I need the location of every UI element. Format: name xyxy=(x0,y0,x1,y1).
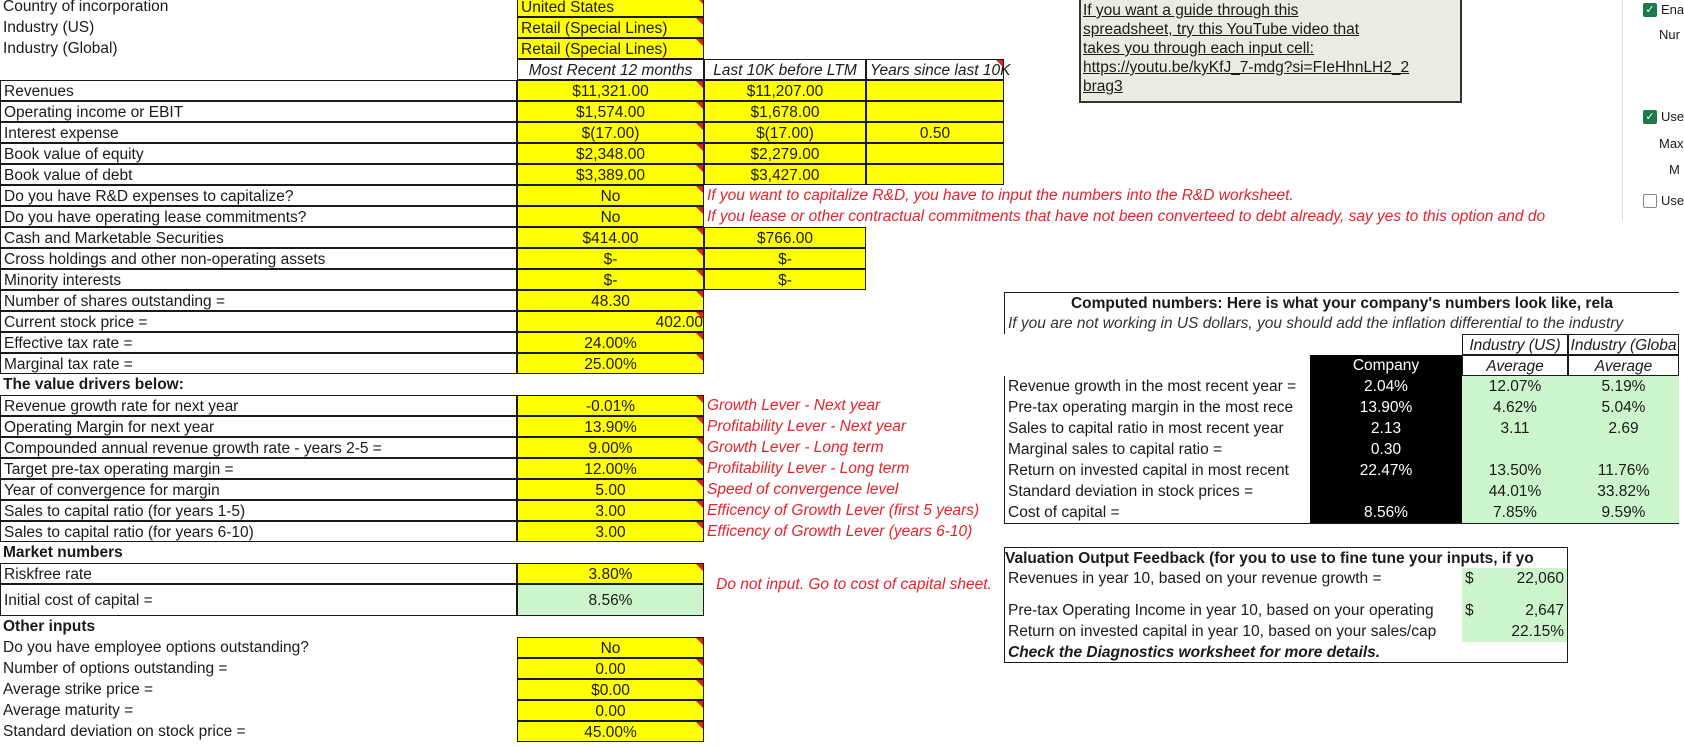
driver-label: Compounded annual revenue growth rate - years 2-5 = xyxy=(0,437,517,458)
side-label-5: M xyxy=(1669,162,1680,177)
industry-us-label: Industry (US) xyxy=(3,19,95,36)
header-last-10k: Last 10K before LTM xyxy=(704,59,866,80)
driver-label: Sales to capital ratio (for years 6-10) xyxy=(0,521,517,542)
computed-row-label: Pre-tax operating margin in the most rece xyxy=(1004,397,1310,418)
guide-link-cont[interactable]: brag3 xyxy=(1083,78,1123,95)
computed-global-avg: 33.82% xyxy=(1568,481,1679,502)
fin-row-years[interactable]: 0.50 xyxy=(866,122,1004,143)
riskfree-label: Riskfree rate xyxy=(0,563,517,584)
effective-tax-label: Effective tax rate = xyxy=(0,332,517,353)
fin-row-label: Revenues xyxy=(0,80,517,101)
feedback-opinc-value: 2,647 xyxy=(1525,602,1564,619)
driver-label: Sales to capital ratio (for years 1-5) xyxy=(0,500,517,521)
computed-company-value: 0.30 xyxy=(1310,439,1462,460)
shares-input[interactable]: 48.30 xyxy=(517,290,704,311)
option-input[interactable]: No xyxy=(517,637,704,658)
computed-row-label: Standard deviation in stock prices = xyxy=(1004,481,1310,502)
feedback-revenue-cell xyxy=(1462,568,1568,589)
driver-note: Profitability Lever - Next year xyxy=(707,418,906,435)
computed-us-avg: 13.50% xyxy=(1462,460,1568,481)
fin-row-years[interactable] xyxy=(866,164,1004,185)
computed-company-value: 22.47% xyxy=(1310,460,1462,481)
asset-row-label: Minority interests xyxy=(0,269,517,290)
asset-row-label: Cash and Marketable Securities xyxy=(0,227,517,248)
side-label-6: Use xyxy=(1661,193,1684,208)
driver-input[interactable]: 13.90% xyxy=(517,416,704,437)
fin-row-recent[interactable]: $3,389.00 xyxy=(517,164,704,185)
option-input[interactable]: $0.00 xyxy=(517,679,704,700)
asset-row-recent[interactable]: $414.00 xyxy=(517,227,704,248)
computed-company-value: 2.04% xyxy=(1310,376,1462,397)
computed-us-avg: 44.01% xyxy=(1462,481,1568,502)
computed-title: Computed numbers: Here is what your company's numbers look like, rela xyxy=(1004,292,1679,313)
fin-row-label: Interest expense xyxy=(0,122,517,143)
guide-line-3: takes you through each input cell: xyxy=(1083,40,1314,57)
marginal-tax-input[interactable]: 25.00% xyxy=(517,353,704,374)
computed-row-label: Marginal sales to capital ratio = xyxy=(1004,439,1310,460)
fin-row-last10k[interactable]: $2,279.00 xyxy=(704,143,866,164)
fin-row-label: Book value of equity xyxy=(0,143,517,164)
question-answer[interactable]: No xyxy=(517,206,704,227)
fin-row-recent[interactable]: $1,574.00 xyxy=(517,101,704,122)
marginal-tax-label: Marginal tax rate = xyxy=(0,353,517,374)
industry-global-label: Industry (Global) xyxy=(3,40,118,57)
header-years-since-10k: Years since last 10K xyxy=(866,59,1004,80)
feedback-opinc-currency: $ xyxy=(1465,602,1474,619)
question-label: Do you have R&D expenses to capitalize? xyxy=(0,185,517,206)
fin-row-label: Book value of debt xyxy=(0,164,517,185)
option-input[interactable]: 45.00% xyxy=(517,721,704,742)
side-label-2: Nur xyxy=(1659,27,1680,42)
fin-row-years[interactable] xyxy=(866,80,1004,101)
driver-input[interactable]: 3.00 xyxy=(517,521,704,542)
country-label: Country of incorporation xyxy=(3,0,169,15)
other-title: Other inputs xyxy=(3,618,96,635)
option-input[interactable]: 0.00 xyxy=(517,700,704,721)
country-input[interactable]: United States xyxy=(517,0,704,17)
computed-row-label: Cost of capital = xyxy=(1004,502,1310,523)
asset-row-label: Cross holdings and other non-operating assets xyxy=(0,248,517,269)
side-label-4: Max xyxy=(1659,136,1684,151)
feedback-title: Valuation Output Feedback (for you to use to fine tune your inputs, if yo xyxy=(1004,547,1568,568)
col-avg-us: Average xyxy=(1462,355,1568,376)
feedback-roic-value: 22.15% xyxy=(1462,621,1568,642)
feedback-revenue-currency: $ xyxy=(1465,570,1474,587)
guide-link[interactable]: https://youtu.be/kyKfJ_7-mdg?si=FIeHhnLH2_2 xyxy=(1083,59,1410,76)
computed-bottom-border xyxy=(1004,523,1679,524)
guide-textbox[interactable] xyxy=(1079,0,1462,103)
riskfree-input[interactable]: 3.80% xyxy=(517,563,704,584)
question-answer[interactable]: No xyxy=(517,185,704,206)
drivers-title: The value drivers below: xyxy=(3,376,184,393)
guide-line-1: If you want a guide through this xyxy=(1083,2,1299,19)
shares-label: Number of shares outstanding = xyxy=(0,290,517,311)
computed-us-avg: 4.62% xyxy=(1462,397,1568,418)
computed-row-label: Sales to capital ratio in most recent year xyxy=(1004,418,1310,439)
fin-row-recent[interactable]: $2,348.00 xyxy=(517,143,704,164)
fin-row-label: Operating income or EBIT xyxy=(0,101,517,122)
guide-line-2: spreadsheet, try this YouTube video that xyxy=(1083,21,1360,38)
asset-row-last10k[interactable]: $- xyxy=(704,269,866,290)
question-note: If you want to capitalize R&D, you have to input the numbers into the R&D worksheet. xyxy=(707,187,1294,204)
option-label: Do you have employee options outstanding? xyxy=(3,639,309,656)
asset-row-recent[interactable]: $- xyxy=(517,248,704,269)
driver-note: Profitability Lever - Long term xyxy=(707,460,910,477)
checkbox-enable-icon[interactable]: ✓ xyxy=(1643,3,1657,17)
question-label: Do you have operating lease commitments? xyxy=(0,206,517,227)
computed-us-avg: 3.11 xyxy=(1462,418,1568,439)
option-label: Number of options outstanding = xyxy=(3,660,228,677)
side-label-3: Use xyxy=(1661,109,1684,124)
driver-input[interactable]: 3.00 xyxy=(517,500,704,521)
asset-row-last10k[interactable]: $766.00 xyxy=(704,227,866,248)
computed-company-value: 13.90% xyxy=(1310,397,1462,418)
fin-row-years[interactable] xyxy=(866,101,1004,122)
computed-global-avg: 2.69 xyxy=(1568,418,1679,439)
option-label: Average maturity = xyxy=(3,702,134,719)
checkbox-use-2-icon[interactable] xyxy=(1643,194,1657,208)
feedback-revenue-label: Revenues in year 10, based on your revenue growth = xyxy=(1004,568,1462,589)
computed-company-value xyxy=(1310,481,1462,502)
col-company: Company xyxy=(1310,355,1462,376)
feedback-opinc-label: Pre-tax Operating Income in year 10, based on your operating xyxy=(1004,600,1462,621)
fin-row-last10k[interactable]: $11,207.00 xyxy=(704,80,866,101)
computed-us-avg: 12.07% xyxy=(1462,376,1568,397)
driver-input[interactable]: -0.01% xyxy=(517,395,704,416)
checkbox-use-1-icon[interactable]: ✓ xyxy=(1643,110,1657,124)
computed-company-value: 8.56% xyxy=(1310,502,1462,523)
computed-row-label: Revenue growth in the most recent year = xyxy=(1004,376,1310,397)
market-title: Market numbers xyxy=(3,544,123,561)
feedback-revenue-value: 22,060 xyxy=(1516,570,1564,587)
driver-input[interactable]: 5.00 xyxy=(517,479,704,500)
computed-us-avg: 7.85% xyxy=(1462,502,1568,523)
fin-row-last10k[interactable]: $3,427.00 xyxy=(704,164,866,185)
computed-global-avg: 5.19% xyxy=(1568,376,1679,397)
fin-row-last10k[interactable]: $1,678.00 xyxy=(704,101,866,122)
driver-note: Growth Lever - Long term xyxy=(707,439,884,456)
feedback-opinc-cell xyxy=(1462,600,1568,621)
driver-label: Revenue growth rate for next year xyxy=(0,395,517,416)
col-industry-global: Industry (Globa xyxy=(1568,334,1679,355)
option-input[interactable]: 0.00 xyxy=(517,658,704,679)
feedback-roic-label: Return on invested capital in year 10, based on your sales/cap xyxy=(1004,621,1462,642)
cost-of-capital-value: 8.56% xyxy=(517,584,704,616)
asset-row-recent[interactable]: $- xyxy=(517,269,704,290)
driver-label: Operating Margin for next year xyxy=(0,416,517,437)
computed-global-avg: 11.76% xyxy=(1568,460,1679,481)
price-input[interactable]: 402.00 xyxy=(517,311,704,332)
driver-note: Speed of convergence level xyxy=(707,481,899,498)
computed-company-value: 2.13 xyxy=(1310,418,1462,439)
computed-subtitle: If you are not working in US dollars, you should add the inflation differential to the industry xyxy=(1004,313,1679,334)
computed-row-label: Return on invested capital in most recent xyxy=(1004,460,1310,481)
option-label: Standard deviation on stock price = xyxy=(3,723,246,740)
computed-us-avg xyxy=(1462,439,1568,460)
feedback-diagnostics-note: Check the Diagnostics worksheet for more details. xyxy=(1004,642,1568,663)
computed-global-avg: 5.04% xyxy=(1568,397,1679,418)
header-recent-12-months: Most Recent 12 months xyxy=(517,59,704,80)
driver-note: Growth Lever - Next year xyxy=(707,397,881,414)
fin-row-last10k[interactable]: $(17.00) xyxy=(704,122,866,143)
cost-of-capital-note: Do not input. Go to cost of capital sheet. xyxy=(716,576,992,593)
effective-tax-input[interactable]: 24.00% xyxy=(517,332,704,353)
computed-global-avg xyxy=(1568,439,1679,460)
option-label: Average strike price = xyxy=(3,681,154,698)
driver-input[interactable]: 12.00% xyxy=(517,458,704,479)
side-label-1: Ena xyxy=(1661,2,1684,17)
industry-global-input[interactable]: Retail (Special Lines) xyxy=(517,38,704,59)
computed-global-avg: 9.59% xyxy=(1568,502,1679,523)
driver-note: Efficency of Growth Lever (first 5 years) xyxy=(707,502,980,519)
industry-us-input[interactable]: Retail (Special Lines) xyxy=(517,17,704,38)
fin-row-recent[interactable]: $(17.00) xyxy=(517,122,704,143)
driver-label: Target pre-tax operating margin = xyxy=(0,458,517,479)
driver-label: Year of convergence for margin xyxy=(0,479,517,500)
fin-row-years[interactable] xyxy=(866,143,1004,164)
question-note: If you lease or other contractual commitments that have not been converteed to debt already, say yes to this option and do xyxy=(707,208,1546,225)
driver-note: Efficency of Growth Lever (years 6-10) xyxy=(707,523,973,540)
col-industry-us: Industry (US) xyxy=(1462,334,1568,355)
cost-of-capital-label: Initial cost of capital = xyxy=(0,584,517,616)
fin-row-recent[interactable]: $11,321.00 xyxy=(517,80,704,101)
driver-input[interactable]: 9.00% xyxy=(517,437,704,458)
asset-row-last10k[interactable]: $- xyxy=(704,248,866,269)
col-avg-global: Average xyxy=(1568,355,1679,376)
price-label: Current stock price = xyxy=(0,311,517,332)
